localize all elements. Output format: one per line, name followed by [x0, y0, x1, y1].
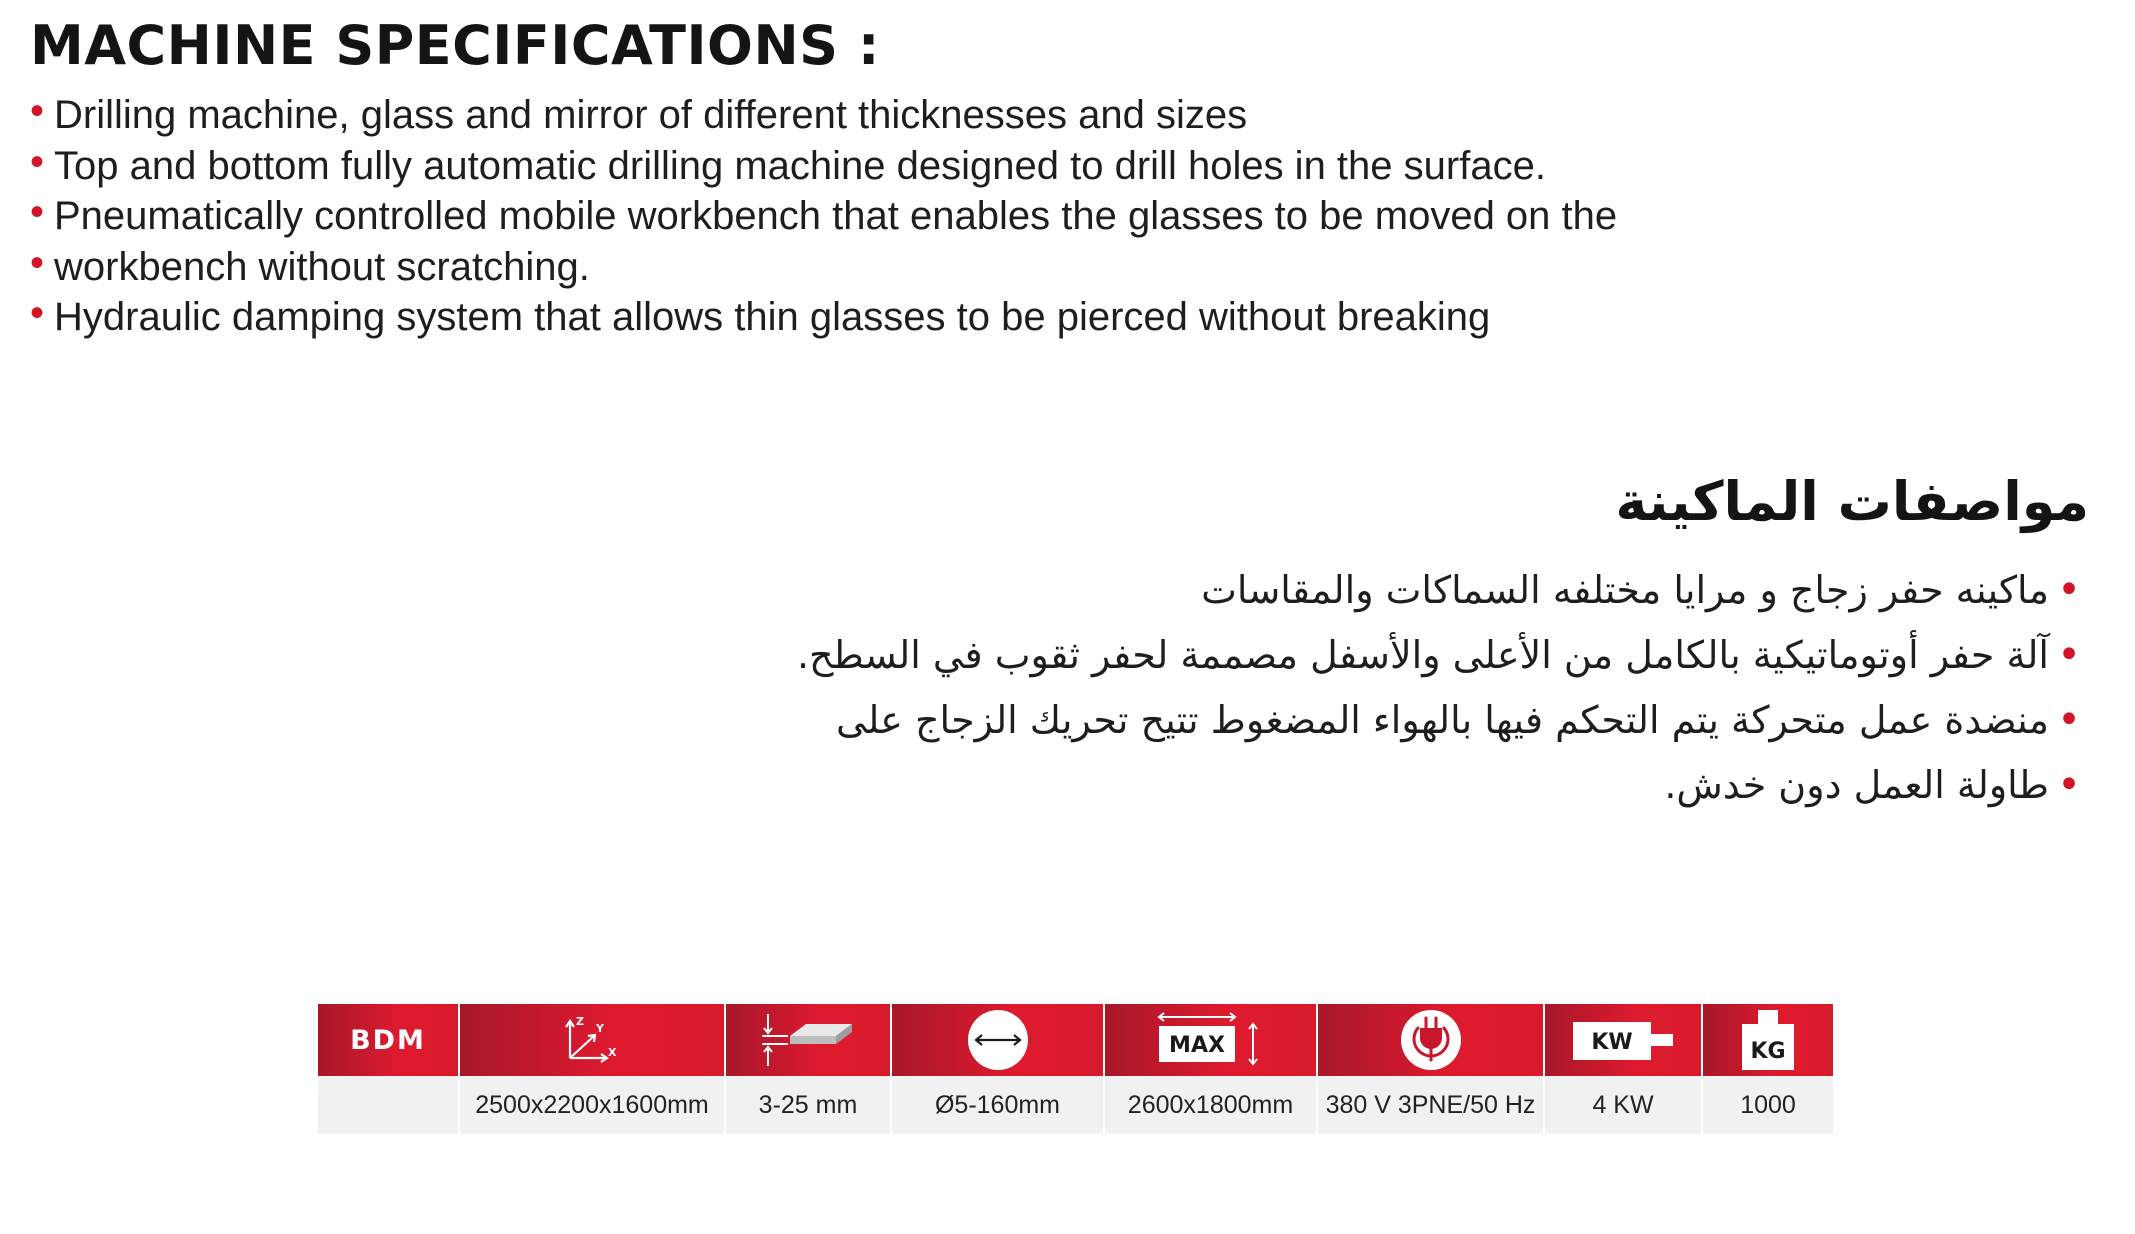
bullet-icon: • — [30, 139, 45, 184]
english-spec-list — [30, 90, 1617, 343]
bullet-icon: • — [30, 291, 45, 335]
bullet-icon: • — [2057, 762, 2081, 808]
english-spec-item: • Pneumatically controlled mobile workbench that enables the glasses to be moved on the — [30, 191, 1617, 242]
arabic-spec-item: •آلة حفر أوتوماتيكية بالكامل من الأعلى والأسفل مصممة لحفر ثقوب في السطح. — [797, 623, 2089, 688]
model-label: BDM — [350, 1024, 426, 1056]
drill-diameter-icon — [966, 1008, 1030, 1072]
arabic-title: مواصفات الماكينة — [1615, 470, 2089, 533]
diameter-value: Ø5-160mm — [892, 1076, 1103, 1134]
svg-text:KW: KW — [1591, 1030, 1633, 1055]
max-size-value: 2600x1800mm — [1105, 1076, 1316, 1134]
bullet-icon: • — [30, 240, 45, 285]
svg-text:KG: KG — [1750, 1039, 1786, 1064]
model-header — [318, 1004, 458, 1076]
max-size-header — [1105, 1004, 1316, 1076]
spec-values-row — [318, 1076, 1833, 1134]
arabic-spec-item: •طاولة العمل دون خدش. — [797, 753, 2089, 818]
svg-text:Y: Y — [596, 1022, 604, 1035]
glass-thickness-icon — [760, 1012, 856, 1068]
svg-text:MAX: MAX — [1168, 1033, 1225, 1058]
thickness-header — [726, 1004, 890, 1076]
power-header — [1318, 1004, 1543, 1076]
bullet-icon: • — [30, 89, 45, 133]
arabic-spec-list — [797, 558, 2089, 818]
power-value: 380 V 3PNE/50 Hz — [1318, 1076, 1543, 1134]
english-spec-item: • Drilling machine, glass and mirror of different thicknesses and sizes — [30, 90, 1617, 141]
dimensions-xyz-icon — [560, 1012, 624, 1068]
bullet-icon: • — [2057, 567, 2081, 613]
english-spec-item: • workbench without scratching. — [30, 242, 1617, 293]
spec-header-row — [318, 1004, 1833, 1076]
kw-value: 4 KW — [1545, 1076, 1701, 1134]
bullet-icon: • — [2057, 697, 2081, 743]
dimensions-header — [460, 1004, 724, 1076]
arabic-spec-item: •منضدة عمل متحركة يتم التحكم فيها بالهواء المضغوط تتيح تحريك الزجاج على — [797, 688, 2089, 753]
english-title: MACHINE SPECIFICATIONS : — [30, 14, 880, 77]
spec-table — [316, 1004, 1835, 1134]
bullet-icon: • — [30, 190, 45, 234]
max-glass-size-icon — [1155, 1012, 1267, 1068]
model-value — [318, 1076, 458, 1134]
svg-text:X: X — [608, 1046, 617, 1059]
power-plug-icon — [1399, 1008, 1463, 1072]
bullet-icon: • — [2057, 632, 2081, 678]
dimensions-value: 2500x2200x1600mm — [460, 1076, 724, 1134]
thickness-value: 3-25 mm — [726, 1076, 890, 1134]
arabic-spec-item: •ماكينه حفر زجاج و مرايا مختلفه السماكات والمقاسات — [797, 558, 2089, 623]
kw-power-icon — [1571, 1016, 1675, 1064]
english-spec-item: • Hydraulic damping system that allows thin glasses to be pierced without breaking — [30, 292, 1617, 343]
diameter-header — [892, 1004, 1103, 1076]
weight-header — [1703, 1004, 1833, 1076]
svg-text:Z: Z — [576, 1015, 584, 1028]
english-spec-item: • Top and bottom fully automatic drilling machine designed to drill holes in the surface. — [30, 141, 1617, 192]
weight-icon — [1736, 1008, 1800, 1072]
kw-header — [1545, 1004, 1701, 1076]
weight-value: 1000 — [1703, 1076, 1833, 1134]
